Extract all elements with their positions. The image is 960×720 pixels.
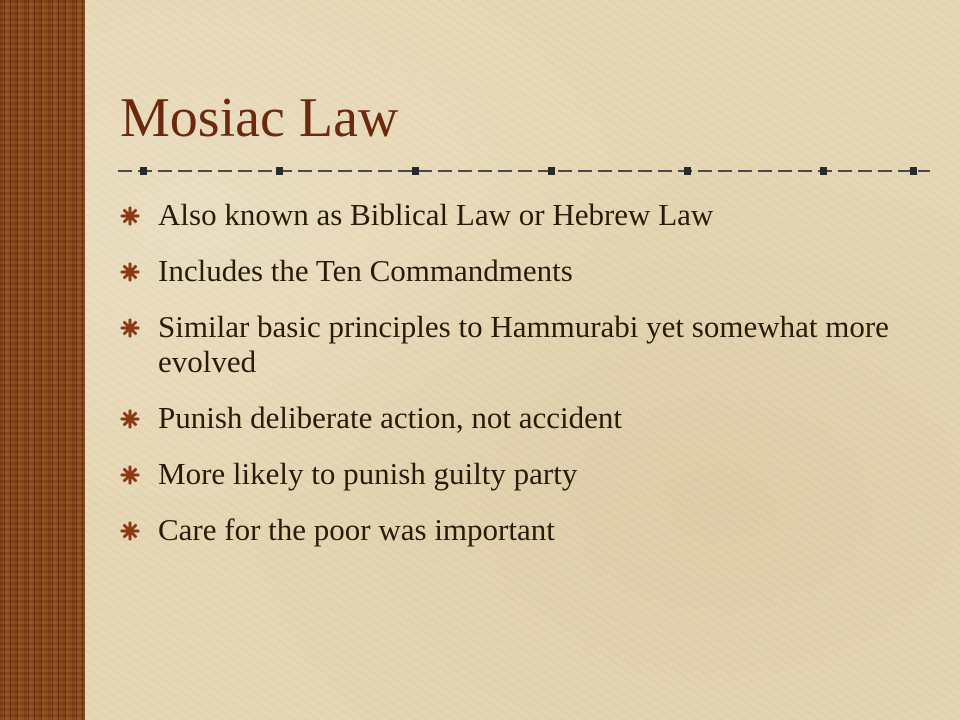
bullet-item (120, 456, 910, 491)
slide-title: Mosiac Law (120, 87, 399, 149)
bullet-item (120, 253, 910, 288)
asterisk-star-icon (120, 465, 140, 485)
bullet-list (120, 197, 910, 568)
bullet-text: Similar basic principles to Hammurabi yet somewhat more evolved (158, 309, 889, 379)
asterisk-star-icon (120, 206, 140, 226)
title-divider (118, 163, 930, 179)
bullet-item (120, 400, 910, 435)
bullet-text: Also known as Biblical Law or Hebrew Law (158, 197, 714, 232)
bullet-text: Includes the Ten Commandments (158, 253, 573, 288)
bullet-item (120, 512, 910, 547)
bullet-text: More likely to punish guilty party (158, 456, 578, 491)
bullet-item (120, 197, 910, 232)
asterisk-star-icon (120, 318, 140, 338)
left-decorative-bar (0, 0, 85, 720)
bullet-text: Punish deliberate action, not accident (158, 400, 622, 435)
bullet-text: Care for the poor was important (158, 512, 555, 547)
asterisk-star-icon (120, 409, 140, 429)
asterisk-star-icon (120, 262, 140, 282)
bullet-item (120, 309, 910, 379)
asterisk-star-icon (120, 521, 140, 541)
